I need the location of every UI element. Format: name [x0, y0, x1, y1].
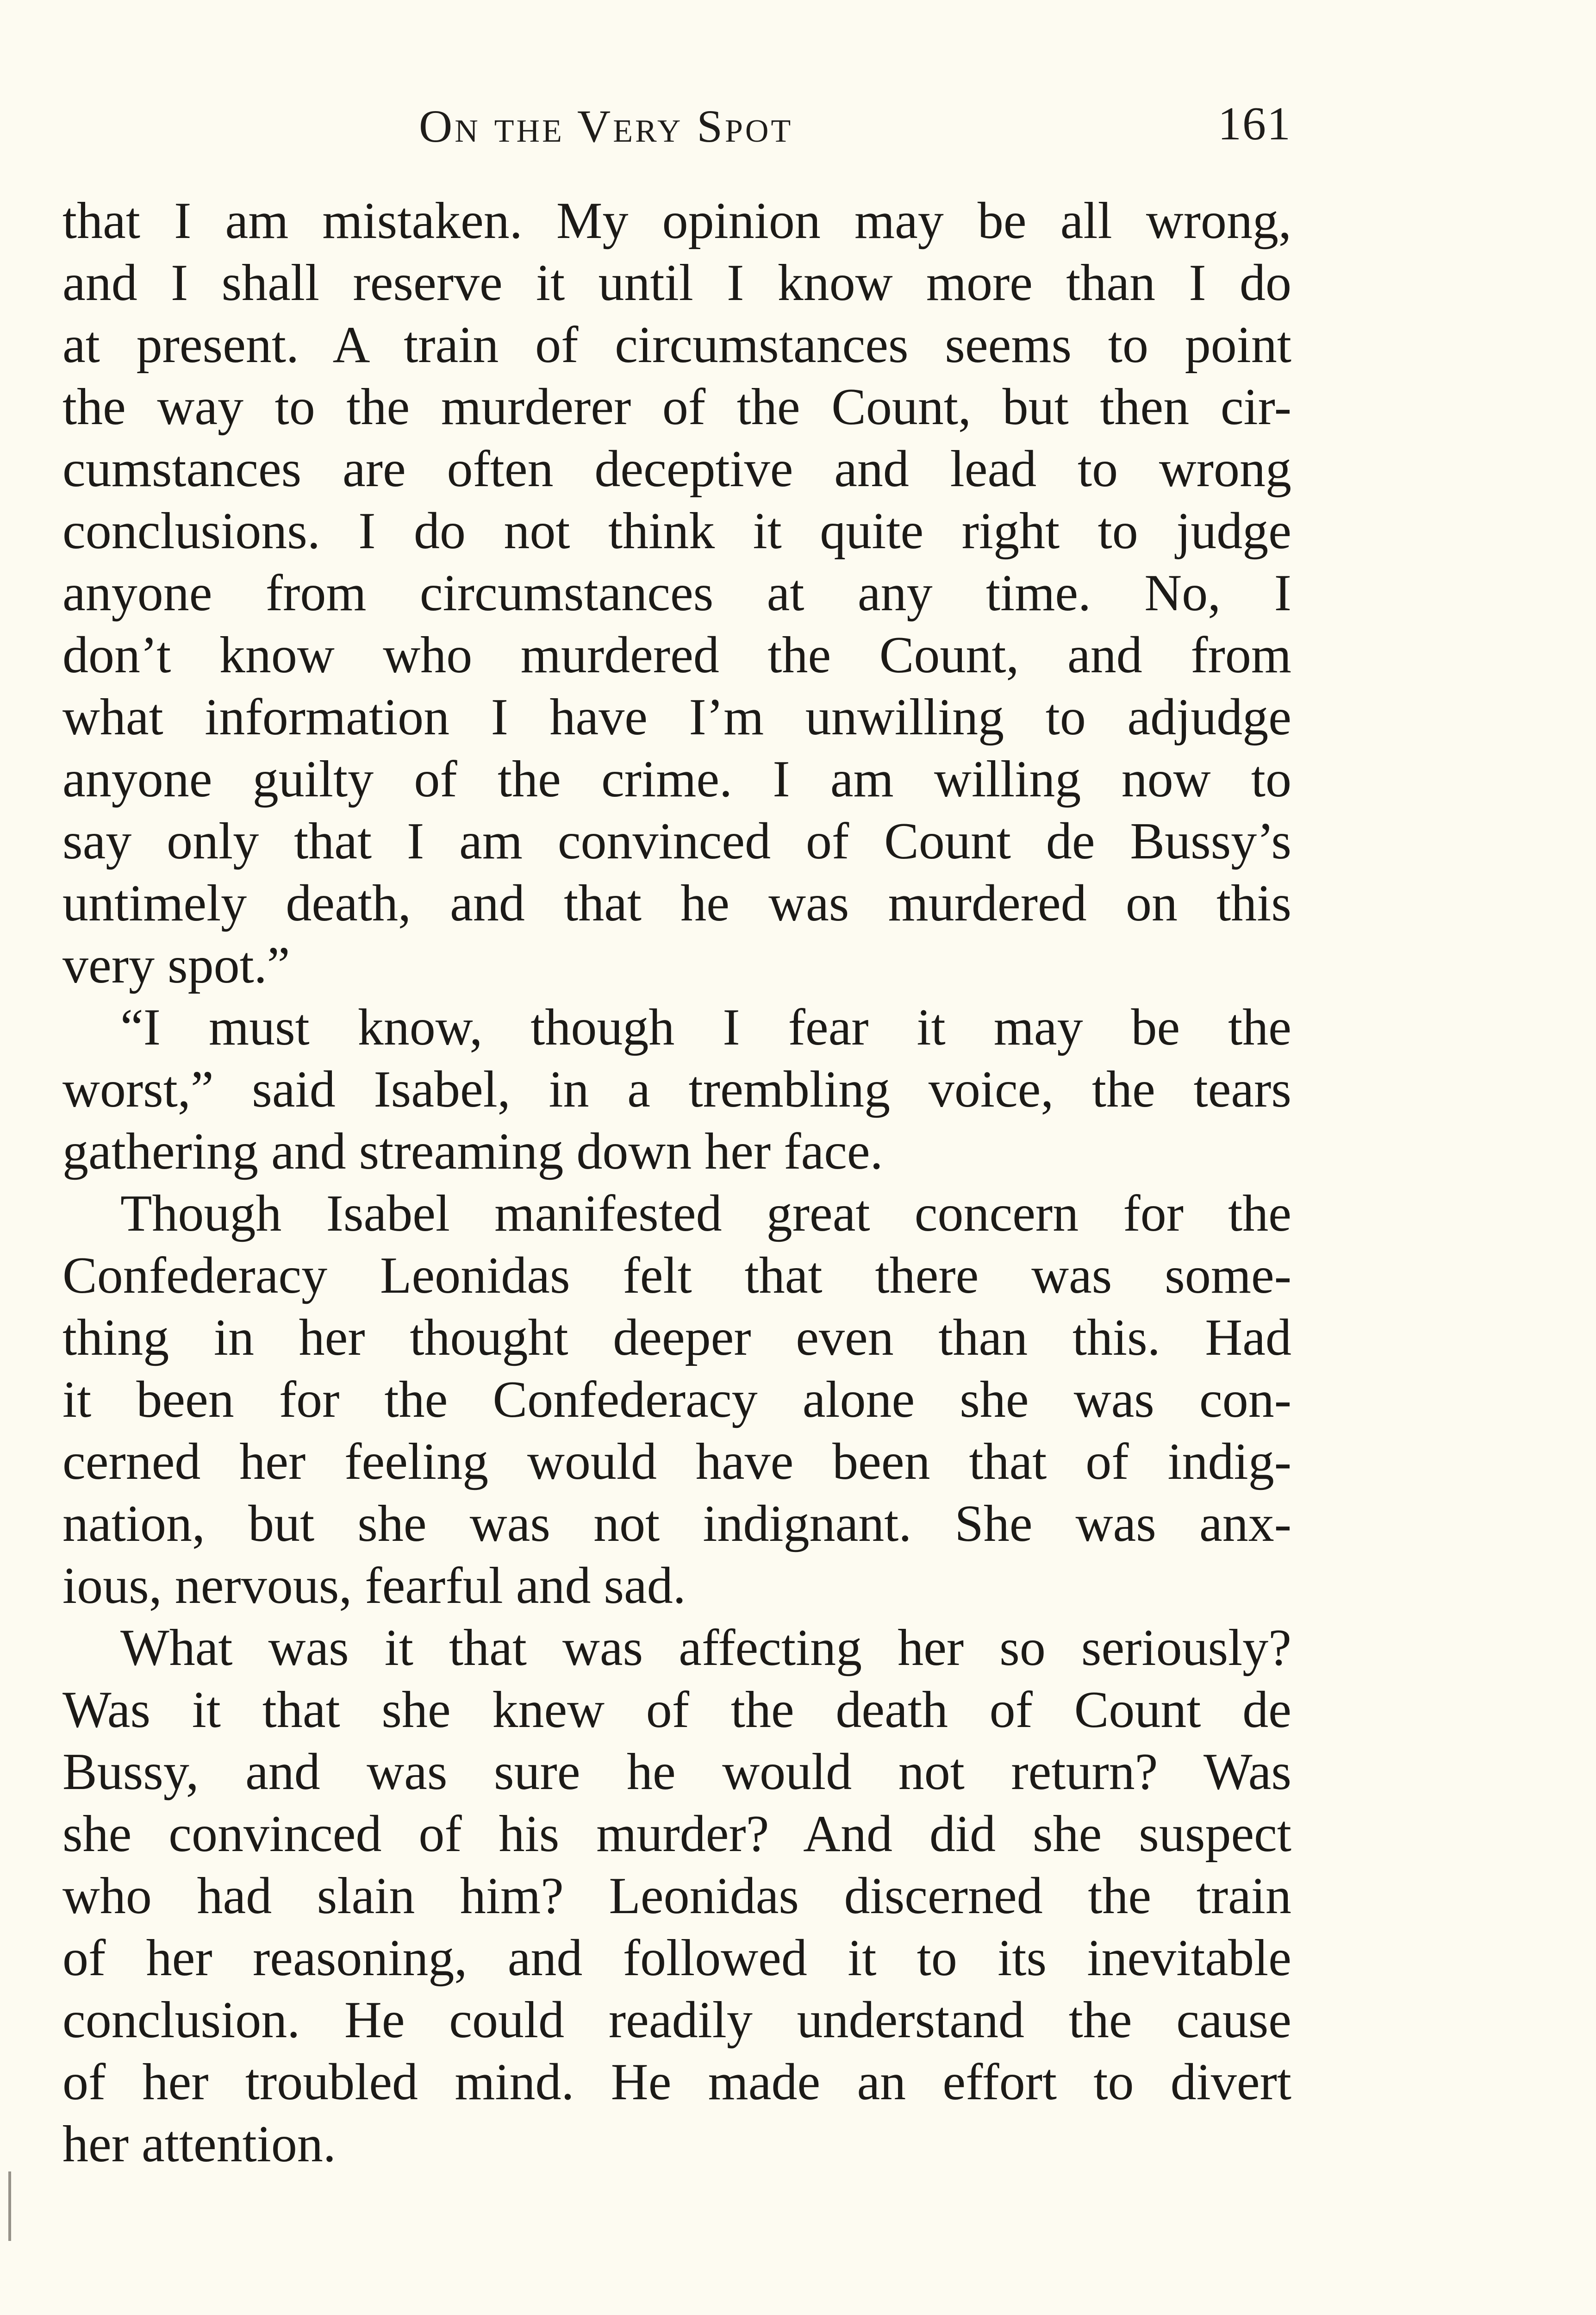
text-line: she convinced of his murder? And did she suspect: [62, 1805, 1291, 1863]
text-line: conclusion. He could readily understand the cause: [62, 1991, 1291, 2049]
text-line: untimely death, and that he was murdered on this: [62, 875, 1291, 932]
text-line: at present. A train of circumstances seems to point: [62, 316, 1291, 374]
text-line: of her reasoning, and followed it to its inevitable: [62, 1929, 1291, 1987]
text-line: very spot.”: [62, 937, 290, 994]
text-line: anyone from circumstances at any time. No, I: [62, 564, 1291, 622]
text-line: gathering and streaming down her face.: [62, 1123, 883, 1180]
text-line: worst,” said Isabel, in a trembling voice, the tears: [62, 1061, 1291, 1118]
text-line: anyone guilty of the crime. I am willing now to: [62, 751, 1291, 808]
text-line: cumstances are often deceptive and lead to wrong: [62, 440, 1291, 498]
text-line: What was it that was affecting her so seriously?: [120, 1619, 1291, 1677]
text-line: of her troubled mind. He made an effort to divert: [62, 2053, 1291, 2111]
text-line: who had slain him? Leonidas discerned the train: [62, 1867, 1291, 1925]
text-line: and I shall reserve it until I know more than I do: [62, 254, 1291, 312]
text-line: Confederacy Leonidas felt that there was some-: [62, 1247, 1291, 1304]
text-line: the way to the murderer of the Count, but then cir-: [62, 378, 1291, 436]
page-edge-mark: [8, 2171, 11, 2241]
text-line: thing in her thought deeper even than this. Had: [62, 1309, 1291, 1366]
text-line: it been for the Confederacy alone she was con-: [62, 1371, 1291, 1428]
text-line: Though Isabel manifested great concern for the: [120, 1185, 1291, 1242]
text-line: her attention.: [62, 2115, 336, 2173]
text-line: Was it that she knew of the death of Count de: [62, 1681, 1291, 1739]
body-text: [62, 190, 1291, 2175]
text-line: don’t know who murdered the Count, and from: [62, 626, 1291, 684]
chapter-title: On the Very Spot: [419, 100, 793, 152]
running-head: [62, 95, 1291, 160]
text-line: “I must know, though I fear it may be the: [120, 999, 1291, 1056]
text-line: what information I have I’m unwilling to adjudge: [62, 688, 1291, 746]
text-line: that I am mistaken. My opinion may be all wrong,: [62, 192, 1291, 250]
text-line: ious, nervous, fearful and sad.: [62, 1557, 686, 1614]
page-number: 161: [1218, 98, 1291, 150]
text-line: Bussy, and was sure he would not return? Was: [62, 1743, 1291, 1801]
text-line: cerned her feeling would have been that of indig-: [62, 1433, 1291, 1490]
text-line: conclusions. I do not think it quite right to judge: [62, 502, 1291, 560]
text-line: say only that I am convinced of Count de Bussy’s: [62, 813, 1291, 870]
text-line: nation, but she was not indignant. She was anx-: [62, 1495, 1291, 1552]
